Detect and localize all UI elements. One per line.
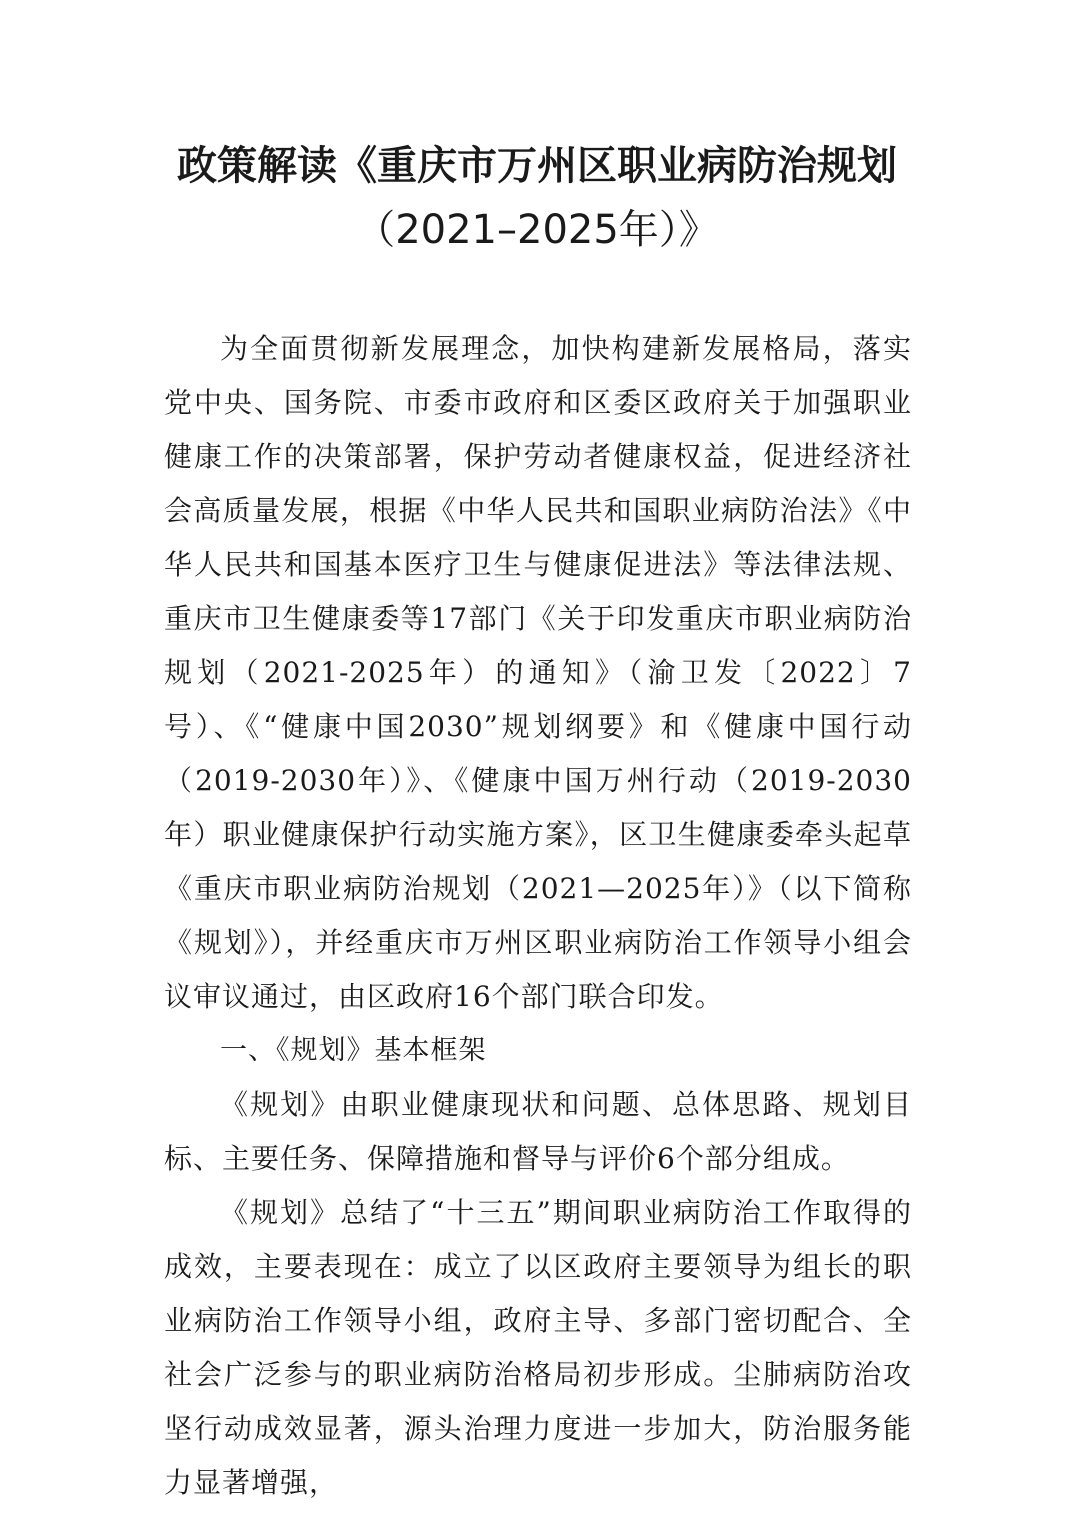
document-title: 政策解读《重庆市万州区职业病防治规划 bbox=[177, 143, 897, 189]
paragraph-framework: 《规划》由职业健康现状和问题、总体思路、规划目标、主要任务、保障措施和督导与评价6个部分组成。 bbox=[164, 1088, 912, 1175]
paragraph-achievements: 《规划》总结了“十三五”期间职业病防治工作取得的成效，主要表现在：成立了以区政府主要领导为组长的职业病防治工作领导小组，政府主导、多部门密切配合、全社会广泛参与的职业病防治格局初步形成。尘肺病防治攻坚行动成效显著，源头治理力度进一步加大，防治服务能力显著增强， bbox=[164, 1196, 912, 1499]
document-subtitle: （2021–2025年）》 bbox=[355, 207, 719, 253]
document-body bbox=[164, 322, 912, 1510]
section-heading-framework: 一、《规划》基本框架 bbox=[220, 1035, 487, 1066]
paragraph-intro: 为全面贯彻新发展理念，加快构建新发展格局，落实党中央、国务院、市委市政府和区委区政府关于加强职业健康工作的决策部署，保护劳动者健康权益，促进经济社会高质量发展，根据《中华人民共和国职业病防治法》《中华人民共和国基本医疗卫生与健康促进法》等法律法规、重庆市卫生健康委等17部门《关于印发重庆市职业病防治规划（2021-2025年）的通知》（渝卫发〔2022〕7号）、《“健康中国2030”规划纲要》和《健康中国行动（2019-2030年）》、《健康中国万州行动（2019-2030年）职业健康保护行动实施方案》，区卫生健康委牵头起草《重庆市职业病防治规划（2021—2025年）》（以下简称《规划》），并经重庆市万州区职业病防治工作领导小组会议审议通过，由区政府16个部门联合印发。 bbox=[164, 332, 912, 1013]
